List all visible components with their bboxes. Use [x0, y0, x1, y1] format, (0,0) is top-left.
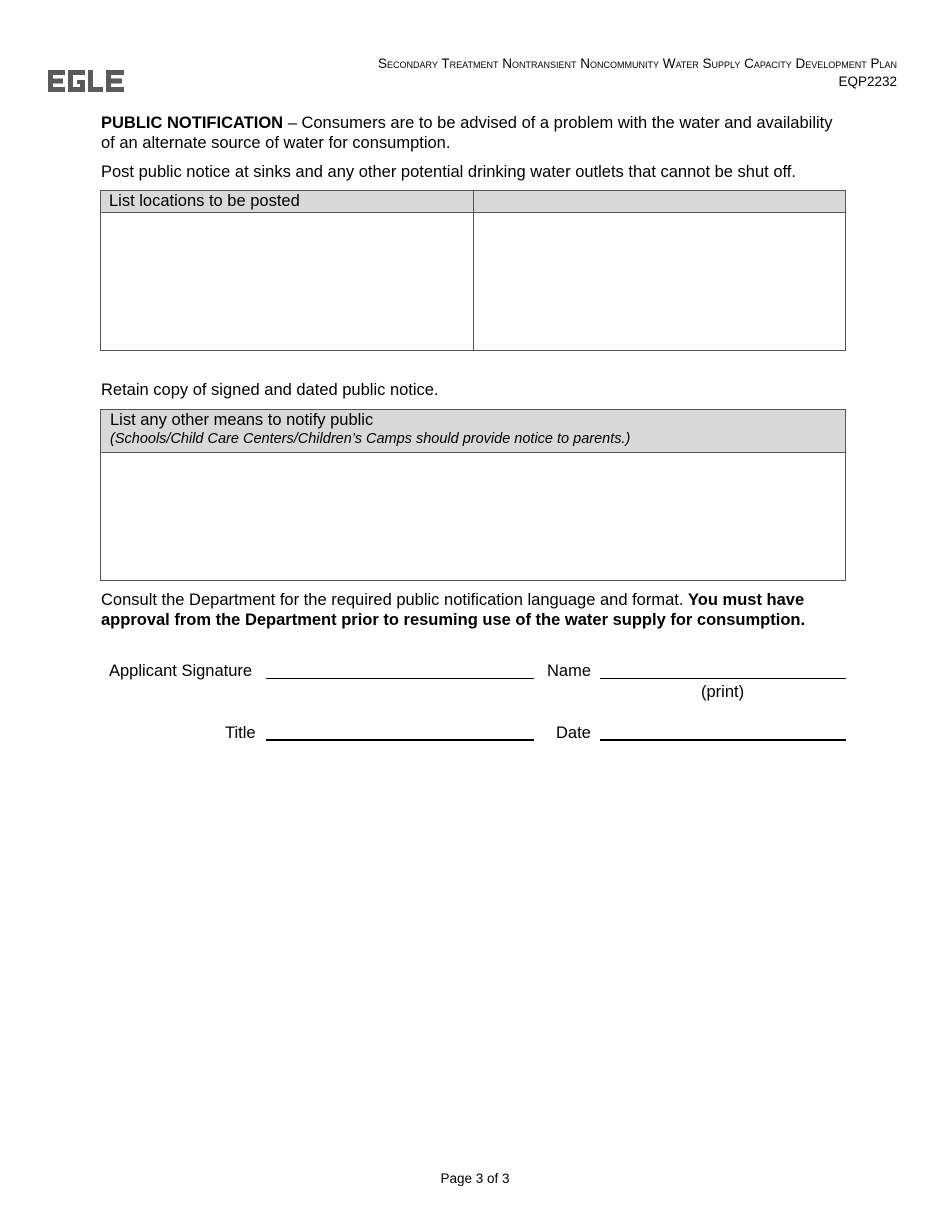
egle-logo-mark: [48, 68, 128, 94]
other-means-header-title: List any other means to notify public: [110, 411, 374, 429]
other-means-table: [100, 409, 846, 581]
public-notification-heading: PUBLIC NOTIFICATION: [101, 114, 284, 132]
public-notification-paragraph: [101, 114, 847, 153]
other-means-header: [101, 410, 845, 453]
consult-paragraph: [101, 591, 847, 630]
other-means-input[interactable]: [101, 453, 845, 580]
date-label: Date: [556, 724, 591, 742]
retain-copy-text: Retain copy of signed and dated public notice.: [101, 381, 439, 399]
egle-logo: [48, 68, 128, 94]
title-field[interactable]: [266, 739, 534, 741]
locations-input-left[interactable]: [101, 213, 473, 350]
other-means-header-note: (Schools/Child Care Centers/Children’s Camps should provide notice to parents.): [110, 431, 631, 447]
locations-table-header: [101, 191, 845, 213]
name-label: Name: [547, 662, 592, 680]
locations-header-right: [473, 191, 845, 212]
applicant-signature-label: Applicant Signature: [109, 662, 253, 680]
locations-table-body: [101, 213, 845, 350]
consult-approval-warning: You must have approval from the Department prior to resuming use of the water supply for consumption.: [101, 591, 806, 629]
form-code: EQP2232: [838, 74, 897, 89]
page-number: Page 3 of 3: [440, 1171, 510, 1186]
name-field[interactable]: [600, 678, 846, 679]
applicant-signature-field[interactable]: [266, 678, 534, 679]
date-field[interactable]: [600, 739, 846, 741]
document-title: Secondary Treatment Nontransient Noncommunity Water Supply Capacity Development Plan: [378, 56, 897, 71]
post-instruction: Post public notice at sinks and any other potential drinking water outlets that cannot be shut off.: [101, 163, 796, 181]
title-label: Title: [225, 724, 256, 742]
locations-table: [100, 190, 846, 351]
public-notification-intro: – Consumers are to be advised of a problem with the water and availability of an alternate source of water for consumption.: [101, 114, 833, 152]
locations-header-left: List locations to be posted: [109, 192, 300, 210]
print-label: (print): [701, 683, 745, 701]
locations-input-right[interactable]: [473, 213, 845, 350]
consult-text: Consult the Department for the required public notification language and format.: [101, 591, 689, 609]
